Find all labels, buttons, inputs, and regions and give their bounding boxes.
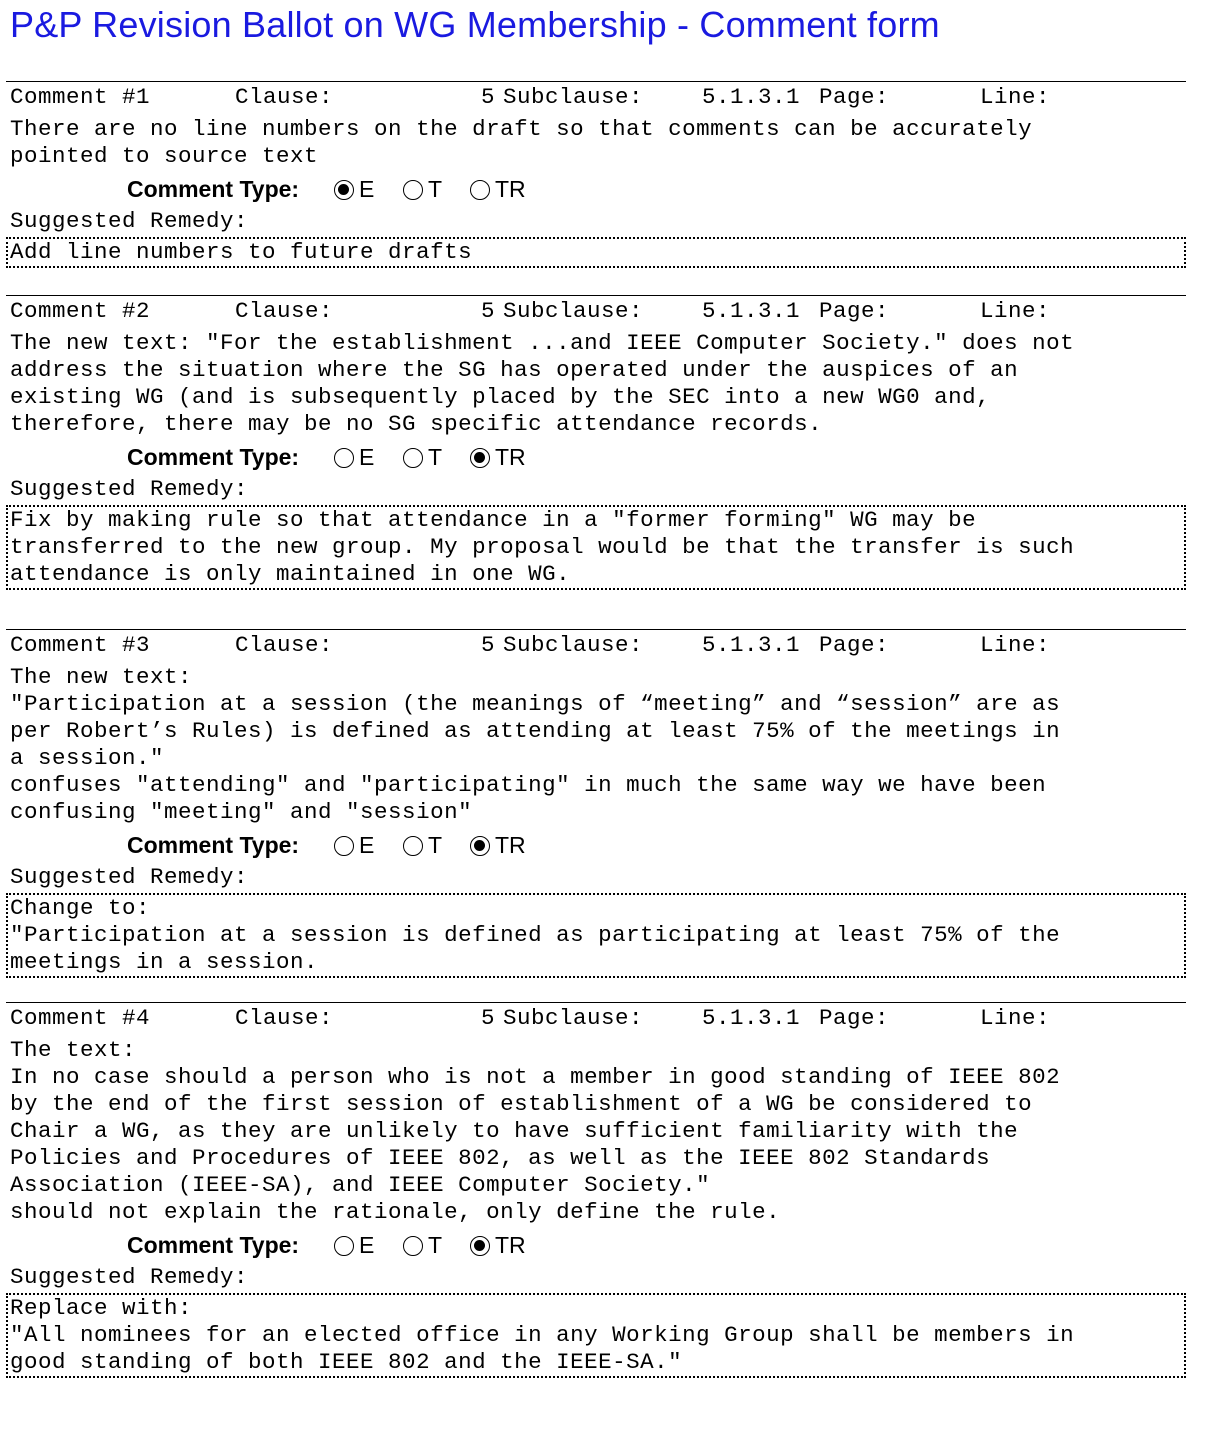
suggested-remedy-label: Suggested Remedy: <box>10 208 249 234</box>
suggested-remedy-label: Suggested Remedy: <box>10 1264 249 1290</box>
comment-type-radio-t[interactable] <box>403 1232 442 1259</box>
clause-label: Clause: <box>235 632 334 658</box>
comment-block <box>6 81 1186 268</box>
clause-label: Clause: <box>235 1005 334 1031</box>
comment-type-row <box>6 826 1186 862</box>
comment-type-radio-tr[interactable] <box>470 1232 526 1259</box>
comment-type-radio-t[interactable] <box>403 444 442 471</box>
radio-circle-icon[interactable] <box>470 448 490 468</box>
comment-number: Comment #4 <box>10 1005 151 1031</box>
line-label: Line: <box>980 632 1051 658</box>
clause-value: 5 <box>481 632 496 658</box>
comment-header <box>6 296 1186 324</box>
radio-circle-icon[interactable] <box>470 180 490 200</box>
radio-label: T <box>428 176 443 202</box>
subclause-label: Subclause: <box>503 632 644 658</box>
comment-type-label: Comment Type: <box>127 832 300 858</box>
comment-type-row <box>6 438 1186 474</box>
page-title: P&P Revision Ballot on WG Membership - Comment form <box>10 4 940 45</box>
comment-text: There are no line numbers on the draft so that comments can be accurately pointed to source text <box>10 116 1033 169</box>
radio-circle-icon[interactable] <box>403 448 423 468</box>
comment-type-radio-e[interactable] <box>334 176 374 203</box>
subclause-value: 5.1.3.1 <box>702 84 801 110</box>
clause-label: Clause: <box>235 84 334 110</box>
comment-number: Comment #1 <box>10 84 151 110</box>
comment-type-label: Comment Type: <box>127 1232 300 1258</box>
radio-circle-icon[interactable] <box>470 836 490 856</box>
radio-circle-icon[interactable] <box>334 836 354 856</box>
comment-type-label: Comment Type: <box>127 176 300 202</box>
radio-circle-icon[interactable] <box>403 180 423 200</box>
comment-header <box>6 82 1186 110</box>
page-label: Page: <box>819 84 890 110</box>
comment-type-radio-t[interactable] <box>403 832 442 859</box>
comment-type-radio-tr[interactable] <box>470 176 526 203</box>
suggested-remedy-field[interactable]: Add line numbers to future drafts <box>6 237 1186 268</box>
subclause-label: Subclause: <box>503 1005 644 1031</box>
radio-label: TR <box>495 176 526 202</box>
radio-label: E <box>359 176 375 202</box>
page-label: Page: <box>819 298 890 324</box>
radio-label: T <box>428 1232 443 1258</box>
suggested-remedy-field[interactable]: Replace with: "All nominees for an elected office in any Working Group shall be members in good standing of both IEEE 802 and the IEEE-SA." <box>6 1293 1186 1378</box>
subclause-label: Subclause: <box>503 298 644 324</box>
page-label: Page: <box>819 1005 890 1031</box>
comment-text: The text: In no case should a person who is not a member in good standing of IEEE 802 by the end of the first session of establishment of a WG be considered to Chair a WG, as they are unlikely to have sufficient familiarity with the Policies and Procedures of IEEE 802, as well as the IEEE 802 Standards Association (IEEE-SA), and IEEE Computer Society." should not explain the rationale, only define the rule. <box>10 1037 1061 1225</box>
comment-header <box>6 1003 1186 1031</box>
radio-label: TR <box>495 832 526 858</box>
suggested-remedy-field[interactable]: Change to: "Participation at a session is defined as participating at least 75% of the meetings in a session. <box>6 893 1186 978</box>
radio-circle-icon[interactable] <box>403 836 423 856</box>
comment-number: Comment #2 <box>10 298 151 324</box>
radio-circle-icon[interactable] <box>334 1236 354 1256</box>
comment-text: The new text: "Participation at a session (the meanings of “meeting” and “session” are as per Robert’s Rules) is defined as attending at least 75% of the meetings in a session." confuses "attending" and "participating" in much the same way we have been confusing "meeting" and "session" <box>10 664 1061 825</box>
suggested-remedy-label: Suggested Remedy: <box>10 476 249 502</box>
comment-block <box>6 295 1186 590</box>
comment-type-radio-t[interactable] <box>403 176 442 203</box>
subclause-value: 5.1.3.1 <box>702 632 801 658</box>
comment-type-radio-tr[interactable] <box>470 444 526 471</box>
radio-circle-icon[interactable] <box>403 1236 423 1256</box>
line-label: Line: <box>980 84 1051 110</box>
comment-type-radio-e[interactable] <box>334 444 374 471</box>
line-label: Line: <box>980 298 1051 324</box>
radio-label: TR <box>495 444 526 470</box>
comment-block <box>6 1002 1186 1378</box>
comment-type-row <box>6 1226 1186 1262</box>
radio-label: TR <box>495 1232 526 1258</box>
subclause-value: 5.1.3.1 <box>702 1005 801 1031</box>
clause-label: Clause: <box>235 298 334 324</box>
clause-value: 5 <box>481 84 496 110</box>
radio-label: T <box>428 832 443 858</box>
radio-label: E <box>359 444 375 470</box>
radio-circle-icon[interactable] <box>334 448 354 468</box>
clause-value: 5 <box>481 298 496 324</box>
comment-type-row <box>6 170 1186 206</box>
comment-header <box>6 630 1186 658</box>
suggested-remedy-field[interactable]: Fix by making rule so that attendance in a "former forming" WG may be transferred to the new group. My proposal would be that the transfer is such attendance is only maintained in one WG. <box>6 505 1186 590</box>
comment-type-radio-e[interactable] <box>334 1232 374 1259</box>
comment-type-radio-tr[interactable] <box>470 832 526 859</box>
comment-number: Comment #3 <box>10 632 151 658</box>
line-label: Line: <box>980 1005 1051 1031</box>
radio-circle-icon[interactable] <box>470 1236 490 1256</box>
radio-circle-icon[interactable] <box>334 180 354 200</box>
radio-label: E <box>359 832 375 858</box>
subclause-value: 5.1.3.1 <box>702 298 801 324</box>
radio-label: E <box>359 1232 375 1258</box>
radio-label: T <box>428 444 443 470</box>
comment-block <box>6 629 1186 978</box>
comment-type-radio-e[interactable] <box>334 832 374 859</box>
clause-value: 5 <box>481 1005 496 1031</box>
suggested-remedy-label: Suggested Remedy: <box>10 864 249 890</box>
comment-type-label: Comment Type: <box>127 444 300 470</box>
page-label: Page: <box>819 632 890 658</box>
comment-text: The new text: "For the establishment ...and IEEE Computer Society." does not address the situation where the SG has operated under the auspices of an existing WG (and is subsequently placed by the SEC into a new WG0 and, therefore, there may be no SG specific attendance records. <box>10 330 1075 437</box>
subclause-label: Subclause: <box>503 84 644 110</box>
